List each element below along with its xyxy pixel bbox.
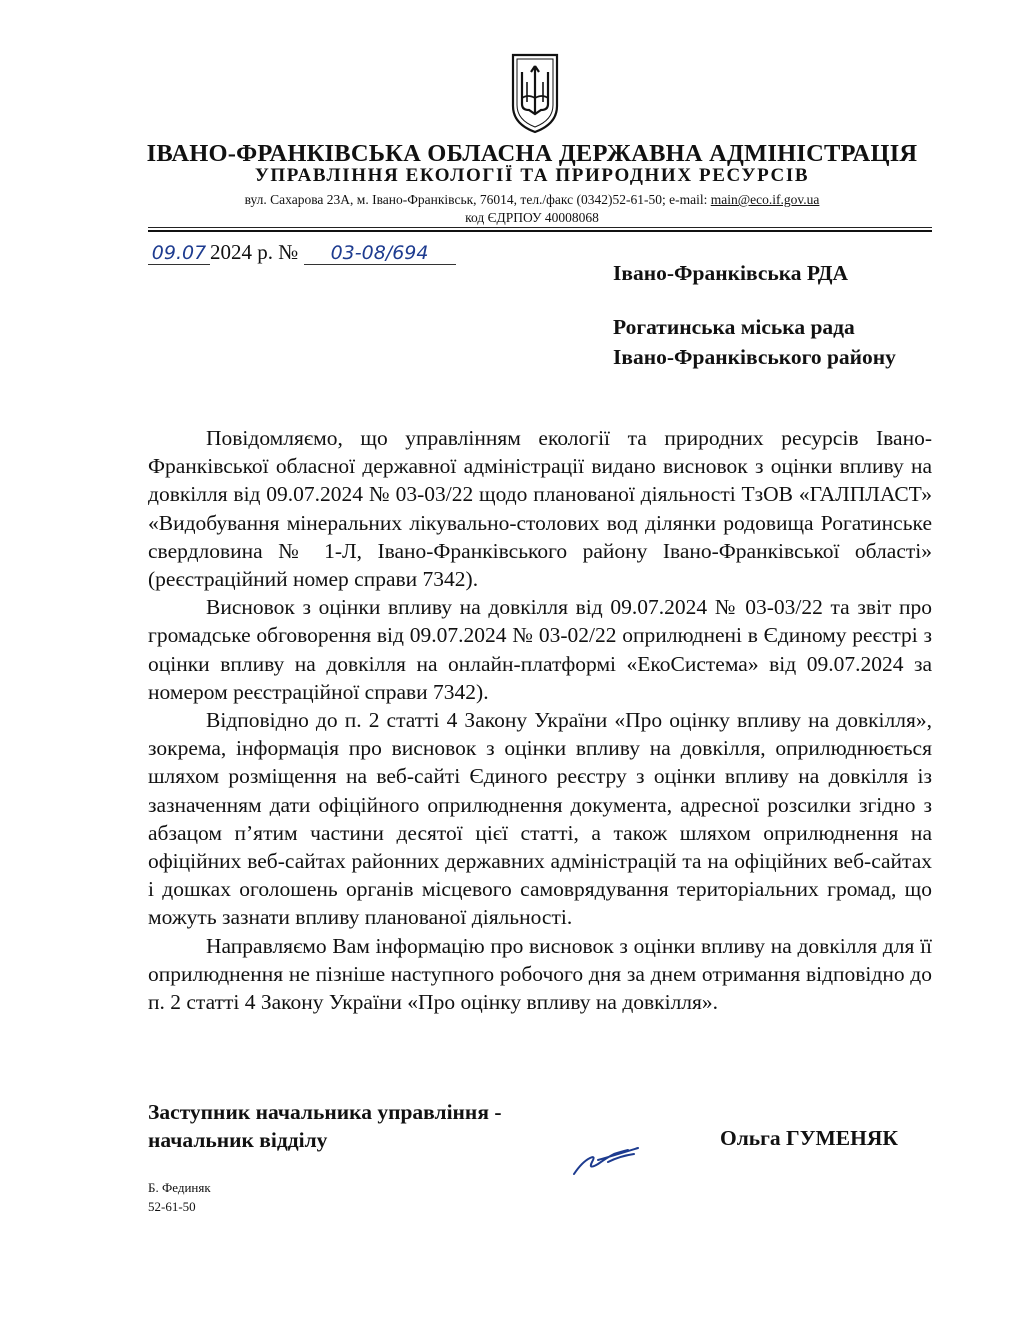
email-link[interactable]: main@eco.if.gov.ua: [710, 192, 820, 207]
header-divider-thick: [148, 230, 932, 232]
executor-info: [148, 1178, 211, 1216]
handwritten-signature-icon: [568, 1140, 648, 1180]
signatory-title-line2: начальник відділу: [148, 1128, 328, 1152]
registration-year-label: 2024 р. №: [210, 240, 299, 264]
signatory-title: [148, 1098, 501, 1154]
addressee-council-line2: Івано-Франківського району: [613, 345, 896, 369]
executor-phone: 52-61-50: [148, 1199, 196, 1214]
addressee-rda: Івано-Франківська РДА: [613, 261, 849, 285]
trident-emblem-icon: [510, 52, 560, 134]
registration-date: 09.07: [148, 242, 210, 265]
letter-body: [148, 424, 932, 1016]
body-paragraph-2: Висновок з оцінки впливу на довкілля від 09.07.2024 № 03-03/22 та звіт про громадське обговорення від 09.07.2024 № 03-02/22 оприлюднені в Єдиному реєстрі з оцінки впливу на довкілля на онлайн-платформі «ЕкоСистема» від 09.07.2024 за номером реєстраційної справи 7342).: [148, 595, 932, 704]
addressee-council-line1: Рогатинська міська рада: [613, 315, 855, 339]
body-paragraph-4: Направляємо Вам інформацію про висновок з оцінки впливу на довкілля для її оприлюднення не пізніше наступного робочого дня за днем отримання відповідно до п. 2 статті 4 Закону України «Про оцінку впливу на довкілля».: [148, 933, 932, 1015]
address-text: вул. Сахарова 23А, м. Івано-Франківськ, 76014, тел./факс (0342)52-61-50; e-mail:: [244, 192, 708, 207]
contact-address: [0, 192, 1024, 208]
registration-number: 03-08/694: [304, 242, 456, 265]
executor-name: Б. Фединяк: [148, 1180, 211, 1195]
edrpou-code: код ЄДРПОУ 40008068: [465, 210, 599, 225]
header-divider-thin: [148, 227, 932, 228]
signatory-name: Ольга ГУМЕНЯК: [720, 1126, 898, 1150]
addressee-city-council: [613, 312, 896, 372]
body-paragraph-1: Повідомляємо, що управлінням екології та природних ресурсів Івано-Франківської обласної державної адміністрації видано висновок з оцінки впливу на довкілля від 09.07.2024 № 03-03/22 щодо планованої діяльності ТзОВ «ГАЛПЛАСТ» «Видобування мінеральних лікувально-столових вод ділянки родовища Рогатинське свердловина № 1-Л, Івано-Франківського району Івано-Франківської області» (реєстраційний номер справи 7342).: [148, 426, 932, 592]
organization-title: ІВАНО-ФРАНКІВСЬКА ОБЛАСНА ДЕРЖАВНА АДМІНІСТРАЦІЯ: [146, 140, 918, 167]
body-paragraph-3: Відповідно до п. 2 статті 4 Закону України «Про оцінку впливу на довкілля», зокрема, інформація про висновок з оцінки впливу на довкілля, оприлюднюється шляхом розміщення на веб-сайті Єдиного реєстру з оцінки впливу на довкілля із зазначенням дати офіційного оприлюднення документа, адресної розсилки згідно з абзацом п’ятим частини десятої цієї статті, а також шляхом оприлюднення на офіційних веб-сайтах районних державних адміністрацій та на офіційних веб-сайтах і дошках оголошень органів місцевого самоврядування територіальних громад, що можуть зазнати впливу планованої діяльності.: [148, 708, 932, 930]
registration-line: [148, 240, 456, 270]
signatory-title-line1: Заступник начальника управління -: [148, 1100, 502, 1124]
department-title: УПРАВЛІННЯ ЕКОЛОГІЇ ТА ПРИРОДНИХ РЕСУРСІВ: [254, 165, 810, 186]
